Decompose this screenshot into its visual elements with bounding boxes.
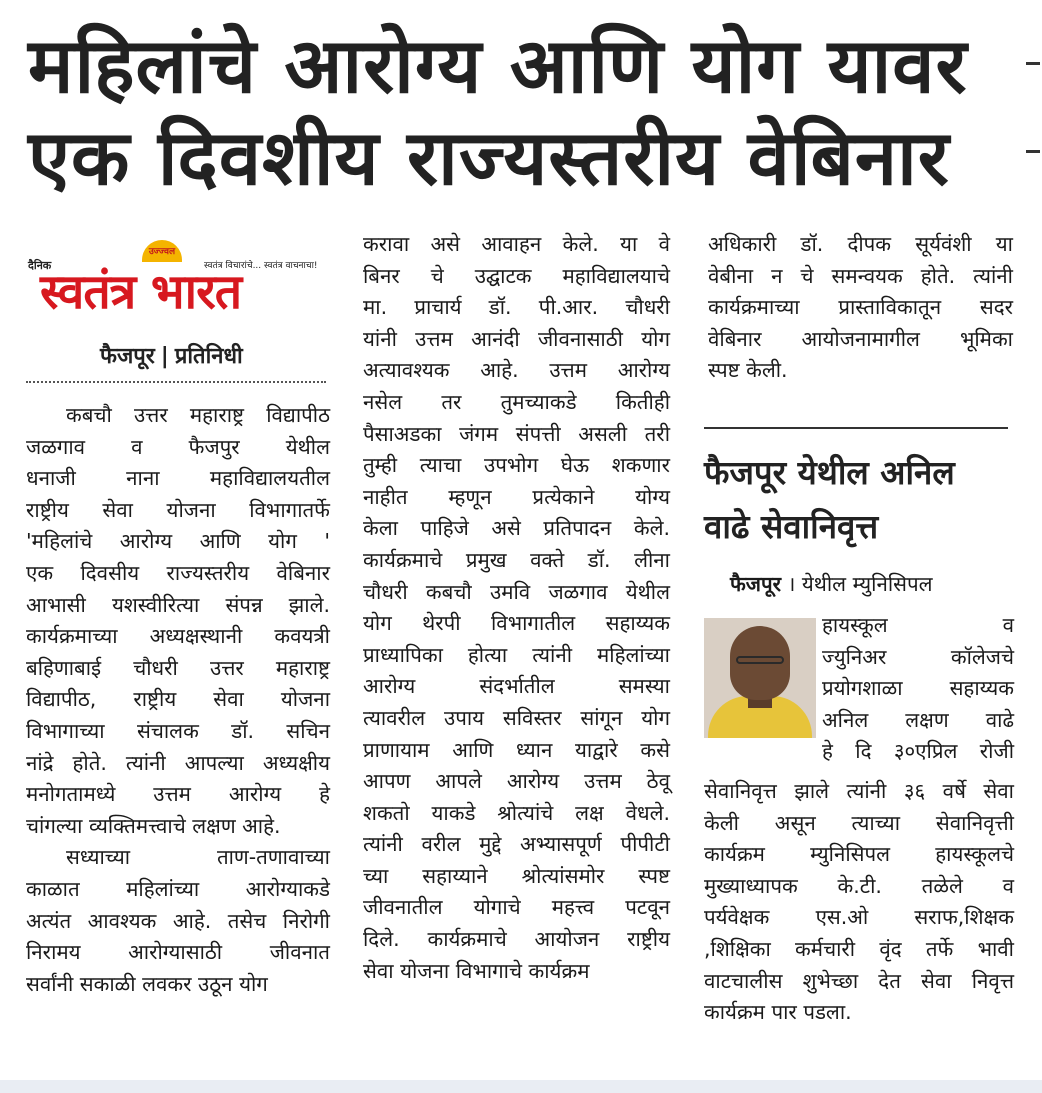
text-line: ज्युनिअर कॉलेजचे [822,644,1014,669]
text-line: प्राणायाम आणि ध्यान याद्वारे कसे [363,737,670,762]
text-line: वेबीना न चे समन्वयक होते. त्यांनी [708,263,1013,288]
text-line: कार्यक्रम म्युनिसिपल हायस्कूलचे [704,842,1014,867]
text-line: पैसाअडका जंगम संपत्ती असली तरी [363,421,670,446]
text-line: चौधरी कबचौ उमवि जळगाव येथील [363,579,670,604]
text-line: पर्यवेक्षक एस.ओ सराफ,शिक्षक [704,905,1014,930]
text-line: मनोगतामध्ये उत्तम आरोग्य हे [26,782,330,807]
text-line: सध्याच्या ताण-तणावाच्या [66,845,330,870]
text-line: हायस्कूल व [822,613,1014,637]
headline-line-1: महिलांचे आरोग्य आणि योग यावर [28,21,968,110]
byline-separator: | [160,344,169,369]
text-line: अनिल लक्षण वाढे [822,707,1014,732]
text-line: आपण आपले आरोग्य उत्तम ठेवू [363,769,670,794]
text-line: जीवनातील योगाचे महत्त्व पटवून [363,895,670,920]
text-line: यांनी उत्तम आनंदी जीवनासाठी योग [363,326,670,351]
article2-beside-photo [822,610,1014,768]
article-column-3 [708,229,1013,387]
text-line: विद्यापीठ, राष्ट्रीय सेवा योजना [26,687,330,712]
byline-separator: । [787,572,802,596]
text-line: नाहीत म्हणून प्रत्येकाने योग्य [363,484,670,509]
page-bottom-edge [0,1080,1042,1093]
text-line: प्राध्यापिका होत्या त्यांनी महिलांच्या [363,642,670,667]
text-line: अत्यंत आवश्यक आहे. तसेच निरोगी [26,908,330,933]
article2-byline [730,570,933,598]
text-line: स्पष्ट केली. [708,358,788,383]
text-line: केली असून त्याच्या सेवानिवृत्ती [704,810,1014,835]
article2-title-line-1: फैजपूर येथील अनिल [704,453,955,492]
headline-line-2: एक दिवशीय राज्यस्तरीय वेबिनार [28,113,950,202]
article2-below-photo [704,776,1014,1029]
text-line: सेवानिवृत्त झाले त्यांनी ३६ वर्षे सेवा [704,779,1014,803]
text-line: विभागाच्या संचालक डॉ. सचिन [26,718,330,743]
article2-lead: येथील म्युनिसिपल [801,572,933,596]
text-line: च्या सहाय्याने श्रोत्यांसमोर स्पष्ट [363,863,670,888]
article2-title-line-2: वाढे सेवानिवृत्त [704,507,879,546]
dotted-divider [26,381,326,383]
article-column-1 [26,400,330,1000]
text-line: कार्यक्रमाचे प्रमुख वक्ते डॉ. लीना [363,547,670,572]
text-line: कबचौ उत्तर महाराष्ट्र विद्यापीठ [66,403,330,427]
person-photo [704,618,816,738]
text-line: दिले. कार्यक्रमाचे आयोजन राष्ट्रीय [363,927,670,952]
text-line: बिनर चे उद्घाटक महाविद्यालयाचे [363,263,670,288]
text-line: सेवा योजना विभागाचे कार्यक्रम [363,958,590,983]
text-line: नांद्रे होते. त्यांनी आपल्या अध्यक्षीय [26,750,330,775]
byline-role: प्रतिनिधी [174,344,243,369]
text-line: शकतो याकडे श्रोत्यांचे लक्ष वेधले. [363,800,670,825]
logo-name: स्वतंत्र भारत [40,264,242,320]
text-line: एक दिवसीय राज्यस्तरीय वेबिनार [26,560,330,585]
text-line: त्यांनी वरील मुद्दे अभ्यासपूर्ण पीपीटी [363,832,670,857]
text-line: जळगाव व फैजपुर येथील [26,434,330,459]
text-line: काळात महिलांच्या आरोग्याकडे [26,876,330,901]
text-line: सर्वांनी सकाळी लवकर उठून योग [26,971,268,996]
text-line: राष्ट्रीय सेवा योजना विभागातर्फे [26,497,330,522]
text-line: बहिणाबाई चौधरी उत्तर महाराष्ट्र [26,655,330,680]
text-line: धनाजी नाना महाविद्यालयतील [26,466,330,491]
byline [100,340,243,370]
text-line: आभासी यशस्वीरित्या संपन्न झाले. [26,592,330,617]
article-column-2 [363,229,670,987]
text-line: वेबिनार आयोजनामागील भूमिका [708,326,1013,351]
text-line: चांगल्या व्यक्तिमत्त्वाचे लक्षण आहे. [26,813,281,838]
text-line: आरोग्य संदर्भातील समस्या [363,674,670,699]
text-line: त्यावरील उपाय सविस्तर सांगून योग [363,705,670,730]
margin-dash [1026,62,1040,65]
photo-glasses [736,656,784,664]
byline-place: फैजपूर [100,344,155,369]
headline [28,20,1018,204]
text-line: ,शिक्षिका कर्मचारी वृंद तर्फे भावी [704,936,1014,961]
text-line: नसेल तर तुमच्याकडे कितीही [363,389,670,414]
section-divider [704,427,1008,429]
text-line: प्रयोगशाळा सहाय्यक [822,676,1014,701]
text-line: वाटचालीस शुभेच्छा देत सेवा निवृत्त [704,968,1014,993]
newspaper-logo [26,240,326,320]
text-line: करावा असे आवाहन केले. या वे [363,232,670,256]
text-line: तुम्ही त्याचा उपभोग घेऊ शकणार [363,453,670,478]
text-line: कार्यक्रमाच्या अध्यक्षस्थानी कवयत्री [26,624,330,649]
article2-title [704,446,1014,554]
text-line: अधिकारी डॉ. दीपक सूर्यवंशी या [708,232,1013,256]
logo-badge-text: उज्ज्वल [148,247,176,257]
text-line: अत्यावश्यक आहे. उत्तम आरोग्य [363,358,670,383]
text-line: केला पाहिजे असे प्रतिपादन केले. [363,516,670,541]
text-line: निरामय आरोग्यासाठी जीवनात [26,940,330,965]
text-line: 'महिलांचे आरोग्य आणि योग ' [26,529,330,554]
text-line: कार्यक्रमाच्या प्रास्ताविकातून सदर [708,295,1013,320]
text-line: मुख्याध्यापक के.टी. तळेले व [704,873,1014,898]
text-line: कार्यक्रम पार पडला. [704,1000,852,1025]
logo-tagline: स्वतंत्र विचारांचे... स्वतंत्र वाचनाचा! [204,261,318,271]
article2-place: फैजपूर [730,572,782,596]
text-line: हे दि ३०एप्रिल रोजी [822,739,1014,764]
text-line: योग थेरपी विभागातील सहाय्यक [363,611,670,636]
text-line: मा. प्राचार्य डॉ. पी.आर. चौधरी [363,295,670,320]
logo-prefix: दैनिक [28,259,52,272]
margin-dash [1026,150,1040,153]
